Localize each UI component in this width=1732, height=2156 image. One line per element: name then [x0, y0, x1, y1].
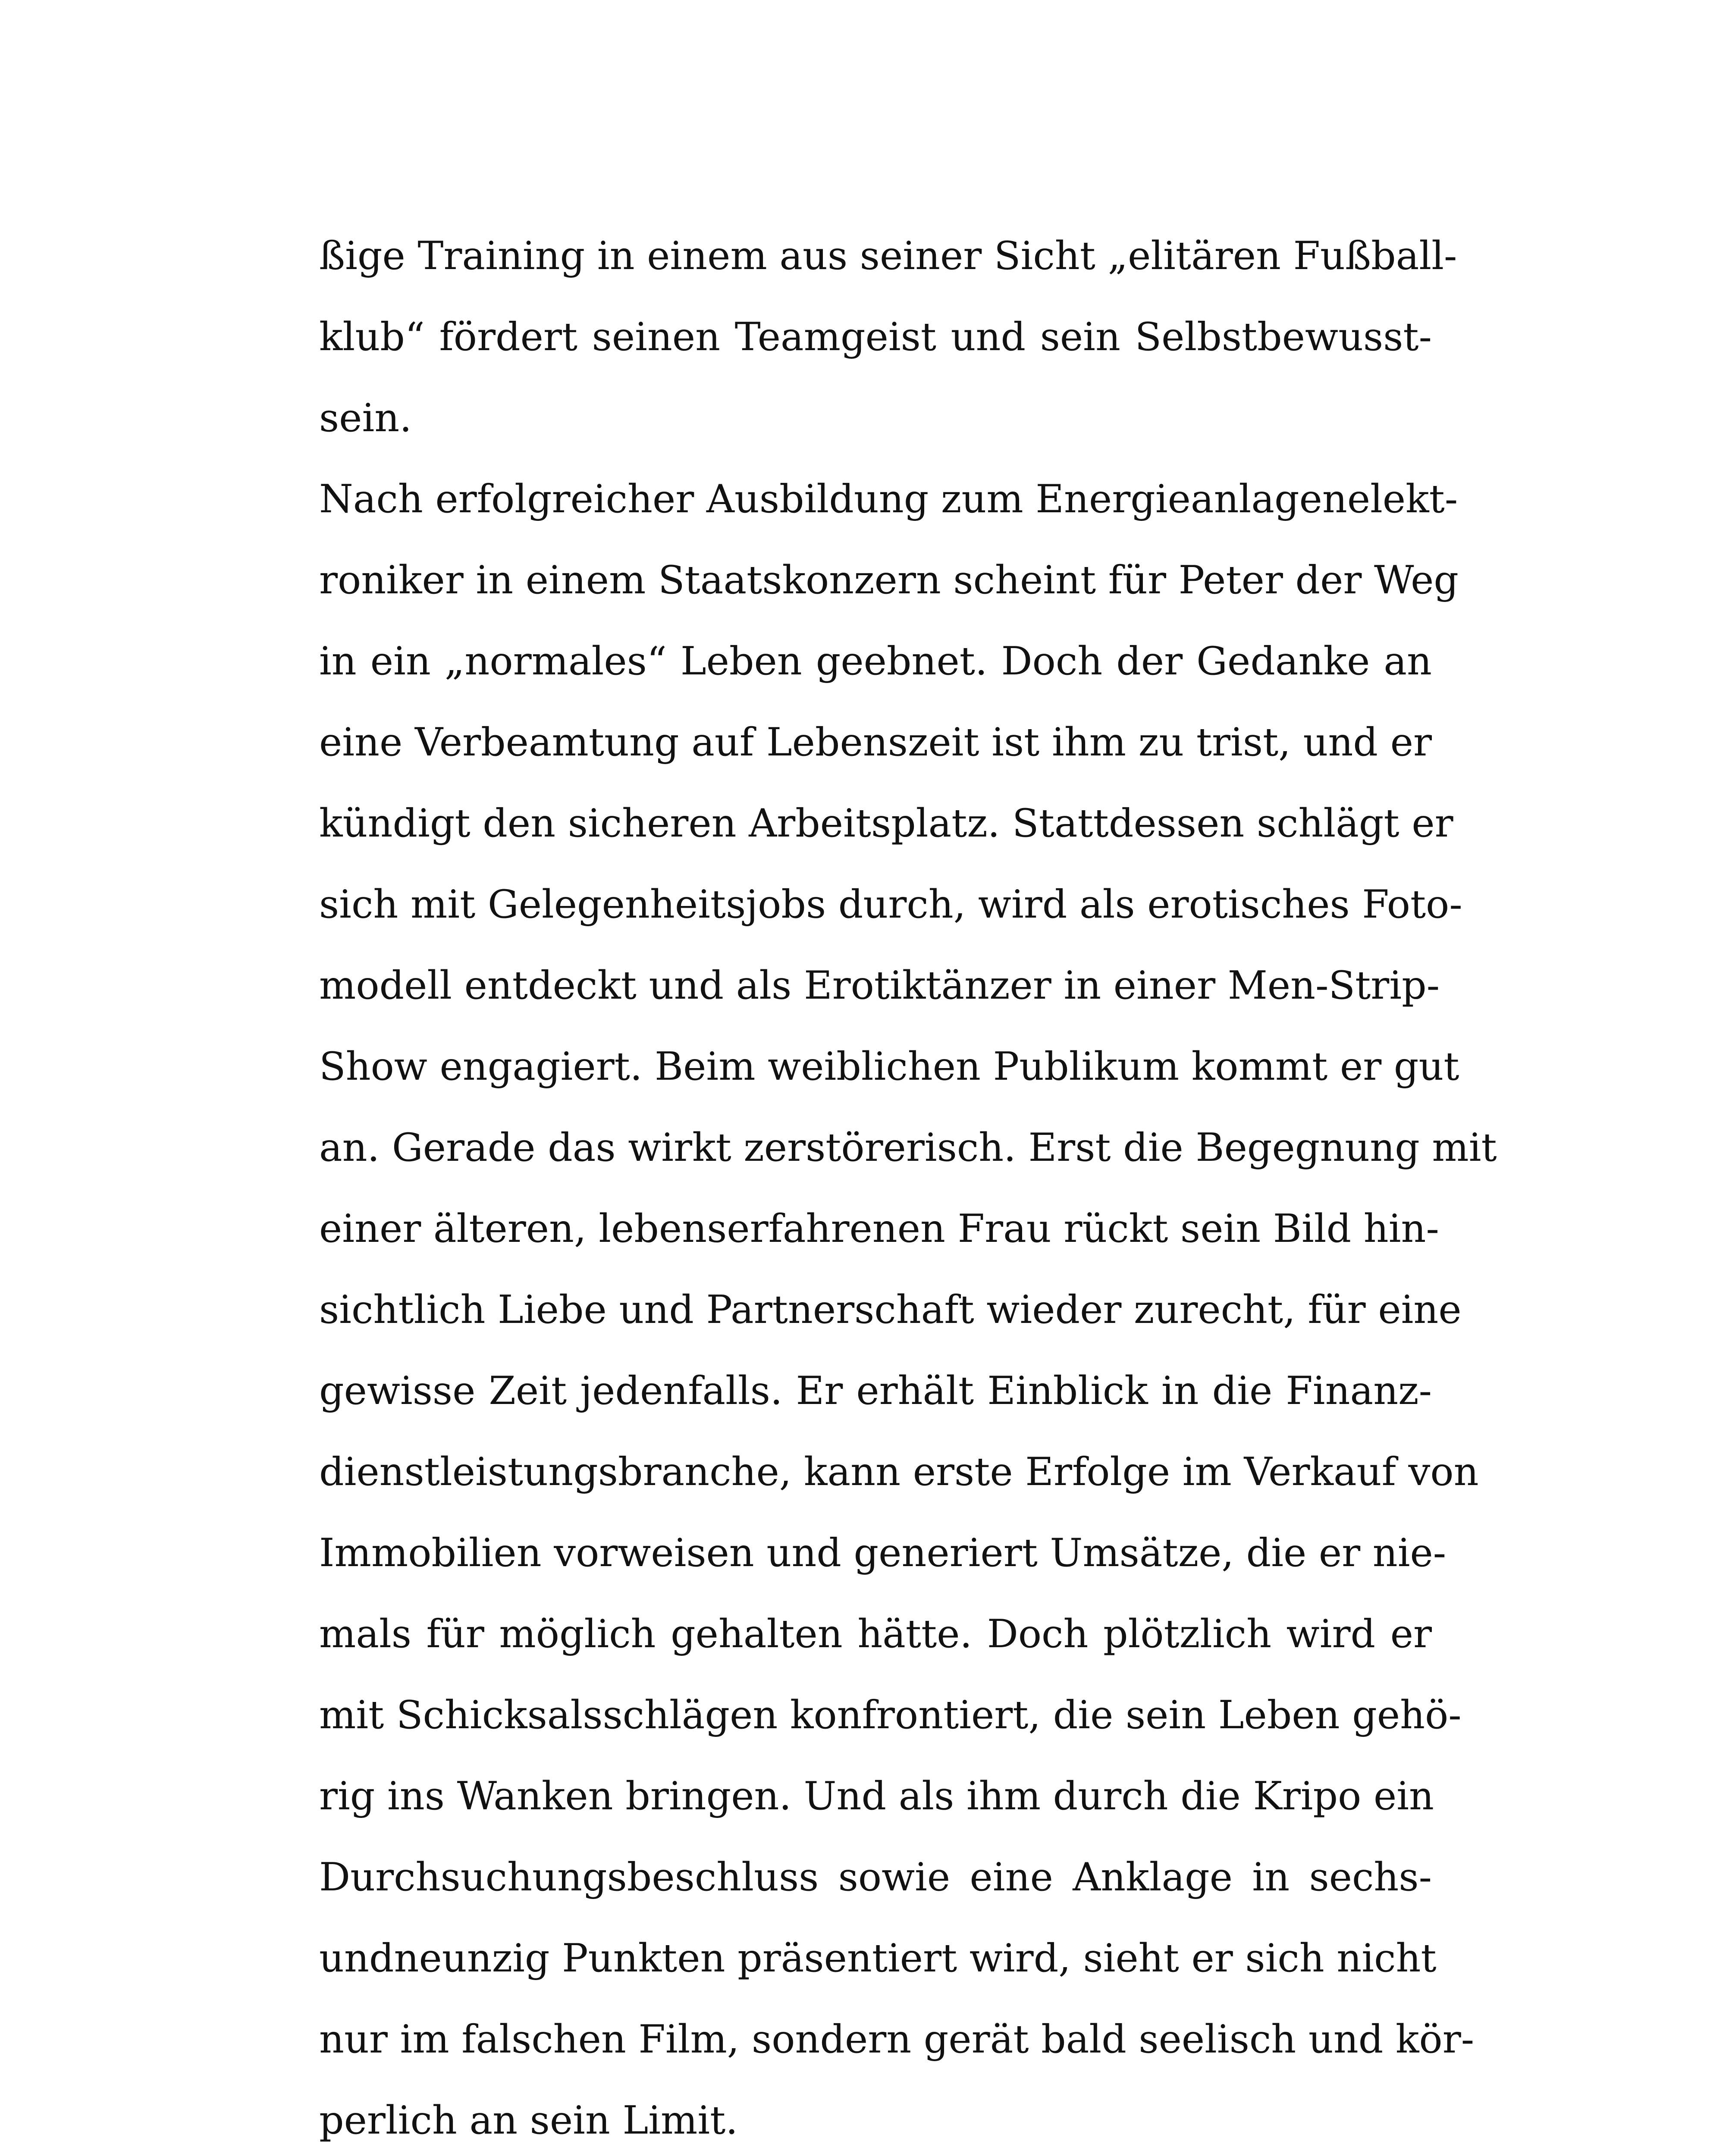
text-line: gewisse Zeit jedenfalls. Er erhält Einblick in die Finanz- — [319, 1368, 1432, 1413]
text-line: perlich an sein Limit. — [319, 2098, 738, 2143]
text-line: dienstleistungsbranche, kann erste Erfolge im Verkauf von — [319, 1449, 1479, 1495]
text-line: Immobilien vorweisen und generiert Umsätze, die er nie- — [319, 1530, 1446, 1576]
text-line: mit Schicksalsschlägen konfrontiert, die sein Leben gehö- — [319, 1692, 1462, 1738]
text-line: ßige Training in einem aus seiner Sicht „elitären Fußball- — [319, 233, 1457, 279]
text-line: eine Verbeamtung auf Lebenszeit ist ihm zu trist, und er — [319, 720, 1432, 765]
text-line: rig ins Wanken bringen. Und als ihm durch die Kripo ein — [319, 1774, 1434, 1819]
text-line: Nach erfolgreicher Ausbildung zum Energieanlagenelekt- — [319, 476, 1458, 522]
text-line: Durchsuchungsbeschluss sowie eine Anklage in sechs- — [319, 1855, 1432, 1900]
text-line: kündigt den sicheren Arbeitsplatz. Stattdessen schlägt er — [319, 801, 1453, 846]
text-line: in ein „normales“ Leben geebnet. Doch der Gedanke an — [319, 639, 1432, 684]
body-text — [319, 216, 1497, 2156]
text-line: nur im falschen Film, sondern gerät bald seelisch und kör- — [319, 2017, 1475, 2062]
text-line: klub“ fördert seinen Teamgeist und sein Selbstbewusst- — [319, 314, 1432, 360]
text-line: undneunzig Punkten präsentiert wird, sieht er sich nicht — [319, 1936, 1437, 1981]
text-line: sichtlich Liebe und Partnerschaft wieder zurecht, für eine — [319, 1287, 1462, 1332]
text-line: sich mit Gelegenheitsjobs durch, wird als erotisches Foto- — [319, 882, 1462, 927]
text-line: an. Gerade das wirkt zerstörerisch. Erst die Begegnung mit — [319, 1125, 1497, 1170]
text-line: modell entdeckt und als Erotiktänzer in einer Men-Strip- — [319, 963, 1440, 1008]
text-line: einer älteren, lebenserfahrenen Frau rückt sein Bild hin- — [319, 1206, 1439, 1251]
text-line: mals für möglich gehalten hätte. Doch plötzlich wird er — [319, 1611, 1432, 1657]
text-line: Show engagiert. Beim weiblichen Publikum kommt er gut — [319, 1044, 1459, 1089]
text-line: sein. — [319, 395, 412, 441]
text-line: roniker in einem Staatskonzern scheint für Peter der Weg — [319, 558, 1459, 603]
